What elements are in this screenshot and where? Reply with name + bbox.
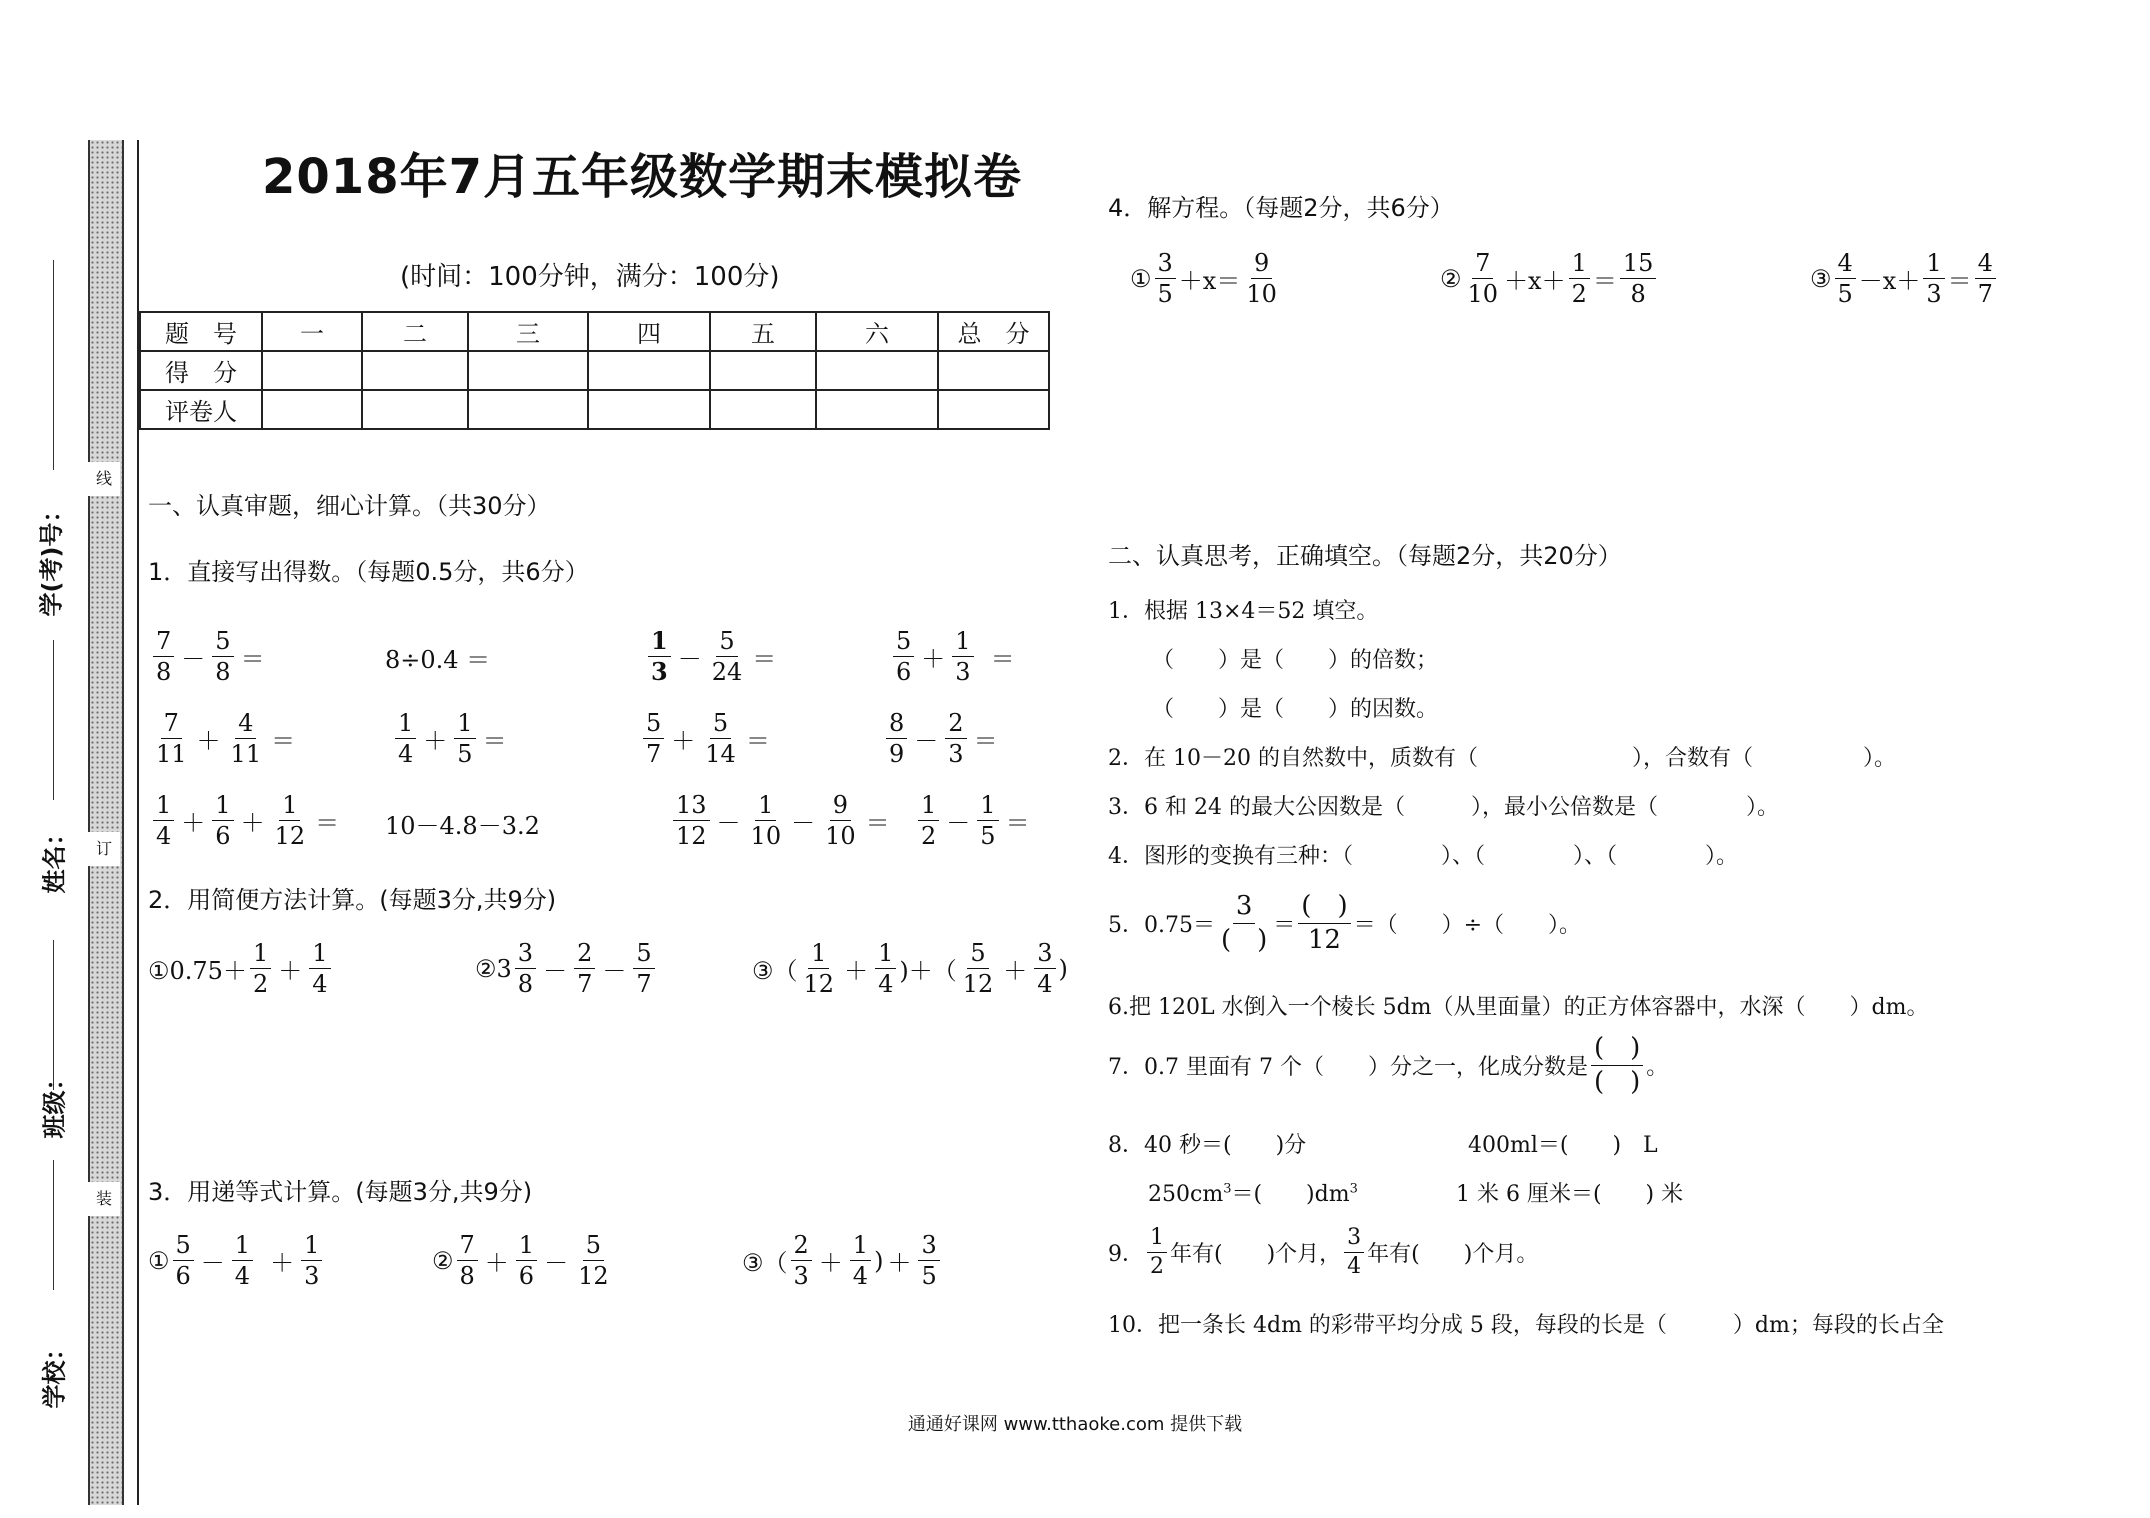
- s2-q6: 6.把 120L 水倒入一个棱长 5dm（从里面量）的正方体容器中，水深（ ）dm。: [1108, 995, 1929, 1020]
- table-cell: 题 号: [140, 312, 262, 351]
- q3-expr-a: ① $\frac{5}{6}$ － $\frac{1}{4}$ ＋ $\frac{1}{3}$: [148, 1232, 325, 1290]
- expr-3b: 10－4.8－3.2: [385, 812, 540, 840]
- expr-2a: $\frac{7}{11}$ ＋ $\frac{4}{11}$ ＝: [156, 709, 296, 769]
- s2-q1: 1．根据 13×4＝52 填空。: [1108, 599, 1379, 624]
- section1-title: 一、认真审题，细心计算。（共30分）: [148, 492, 551, 520]
- table-cell: 五: [710, 312, 816, 351]
- table-cell: [816, 351, 938, 390]
- table-cell: [468, 351, 588, 390]
- score-table: [139, 311, 1050, 430]
- table-cell: [816, 390, 938, 429]
- side-label-class: 班级：: [40, 1066, 69, 1139]
- s2-q10: 10．把一条长 4dm 的彩带平均分成 5 段，每段的长是（ ）dm；每段的长占全: [1108, 1313, 1944, 1338]
- side-label-school: 学校：: [40, 1336, 69, 1409]
- s2-q7: 7．0.7 里面有 7 个（ ）分之一，化成分数是 $\frac{( )}{( )}$ 。: [1108, 1033, 1669, 1097]
- q2-title: 2．用简便方法计算。(每题3分,共9分): [148, 886, 557, 914]
- binding-strip: [88, 140, 124, 1505]
- side-underline: [53, 1160, 54, 1290]
- expr-1a: $\frac{7}{8}$ － $\frac{5}{8}$ ＝: [150, 628, 269, 686]
- table-cell: [362, 351, 468, 390]
- table-cell: [588, 351, 710, 390]
- table-cell: [938, 390, 1049, 429]
- expr-2b: $\frac{1}{4}$ ＋ $\frac{1}{5}$ ＝: [392, 710, 511, 768]
- expr-1b: 8÷0.4 ＝: [385, 646, 491, 674]
- table-row: [140, 351, 1049, 390]
- expr-3d: $\frac{1}{2}$ － $\frac{1}{5}$ ＝: [915, 792, 1034, 850]
- table-cell: [468, 390, 588, 429]
- strip-mark-line: 线: [88, 462, 120, 496]
- expr-2c: $\frac{5}{7}$ ＋ $\frac{5}{14}$ ＝: [640, 710, 774, 768]
- table-cell: 二: [362, 312, 468, 351]
- q3-title: 3．用递等式计算。(每题3分,共9分): [148, 1178, 533, 1206]
- expr-1c: $\frac{1}{3}$ － $\frac{5}{24}$ ＝: [645, 628, 780, 686]
- q3-expr-c: ③（ $\frac{2}{3}$ ＋ $\frac{1}{4}$ ) ＋ $\frac{3}{5}$: [742, 1232, 943, 1290]
- s2-q8d: 1 米 6 厘米＝( ) 米: [1456, 1182, 1684, 1207]
- table-cell: [710, 390, 816, 429]
- table-cell: [362, 390, 468, 429]
- expr-1d: $\frac{5}{6}$ ＋ $\frac{1}{3}$ ＝: [890, 628, 1019, 686]
- table-cell: 得 分: [140, 351, 262, 390]
- q4-eq-b: ② $\frac{7}{10}$ ＋x＋ $\frac{1}{2}$ ＝ $\frac{15}{8}$: [1440, 250, 1659, 308]
- table-row: [140, 390, 1049, 429]
- table-cell: [262, 390, 362, 429]
- section2-title: 二、认真思考，正确填空。（每题2分，共20分）: [1108, 542, 1622, 570]
- footer-credit: 通通好课网 www.tthaoke.com 提供下载: [907, 1414, 1243, 1435]
- table-cell: [938, 351, 1049, 390]
- s2-q5: 5．0.75＝ $\frac{3}{( )}$ ＝ $\frac{( )}{12}$ ＝（ ）÷（ ）。: [1108, 891, 1582, 955]
- table-cell: 总 分: [938, 312, 1049, 351]
- s2-q8a: 8．40 秒＝( )分: [1108, 1133, 1307, 1158]
- q3-expr-b: ② $\frac{7}{8}$ ＋ $\frac{1}{6}$ － $\frac{5}{12}$: [432, 1231, 609, 1291]
- s2-q3: 3．6 和 24 的最大公因数是（ ），最小公倍数是（ ）。: [1108, 795, 1779, 820]
- q4-title: 4．解方程。（每题2分，共6分）: [1108, 194, 1454, 222]
- side-underline: [53, 640, 54, 800]
- table-cell: [262, 351, 362, 390]
- strip-mark-staple: 装: [88, 1182, 120, 1216]
- side-label-name: 姓名：: [40, 821, 69, 894]
- q2-expr-c: ③（ $\frac{1}{12}$ ＋ $\frac{1}{4}$ )＋（ $\frac{5}{12}$ ＋ $\frac{3}{4}$ ): [752, 939, 1068, 999]
- table-cell: 四: [588, 312, 710, 351]
- page-title: 2018年7月五年级数学期末模拟卷: [262, 149, 1022, 205]
- table-cell: 三: [468, 312, 588, 351]
- subtitle: (时间：100分钟，满分：100分): [400, 262, 780, 292]
- table-cell: 评卷人: [140, 390, 262, 429]
- table-cell: 六: [816, 312, 938, 351]
- q2-expr-a: ①0.75＋ $\frac{1}{2}$ ＋ $\frac{1}{4}$: [148, 940, 334, 998]
- q4-eq-a: ① $\frac{3}{5}$ ＋x＝ $\frac{9}{10}$: [1130, 249, 1277, 309]
- q2-expr-b: ②3 $\frac{3}{8}$ － $\frac{2}{7}$ － $\frac{5}{7}$: [475, 940, 658, 998]
- q4-eq-c: ③ $\frac{4}{5}$ －x＋ $\frac{1}{3}$ ＝ $\frac{4}{7}$: [1810, 250, 1999, 308]
- side-label-student-id: 学(考)号：: [37, 498, 66, 617]
- expr-3c: $\frac{13}{12}$ － $\frac{1}{10}$ － $\frac{9}{10}$ ＝: [670, 792, 894, 850]
- s2-q8b: 400ml＝( ) L: [1468, 1133, 1658, 1158]
- q1-title: 1．直接写出得数。（每题0.5分，共6分）: [148, 558, 589, 586]
- s2-q2: 2．在 10－20 的自然数中，质数有（ ），合数有（ ）。: [1108, 746, 1896, 771]
- table-cell: 一: [262, 312, 362, 351]
- expr-3a: $\frac{1}{4}$ ＋ $\frac{1}{6}$ ＋ $\frac{1}{12}$ ＝: [150, 792, 343, 850]
- s2-q9: 9． $\frac{1}{2}$ 年有( )个月， $\frac{3}{4}$ 年有( )个月。: [1108, 1225, 1539, 1280]
- s2-q1b: （ ）是（ ）的因数。: [1152, 697, 1439, 722]
- strip-mark-bind: 订: [88, 832, 120, 866]
- s2-q1a: （ ）是（ ）的倍数；: [1152, 648, 1439, 673]
- s2-q4: 4．图形的变换有三种：（ ）、（ ）、（ ）。: [1108, 844, 1738, 869]
- side-underline: [53, 260, 54, 470]
- s2-q8c: $250cm^3=$( )$dm^3$: [1148, 1181, 1358, 1207]
- table-cell: [710, 351, 816, 390]
- expr-2d: $\frac{8}{9}$ － $\frac{2}{3}$ ＝: [883, 710, 1002, 768]
- table-cell: [588, 390, 710, 429]
- table-row: [140, 312, 1049, 351]
